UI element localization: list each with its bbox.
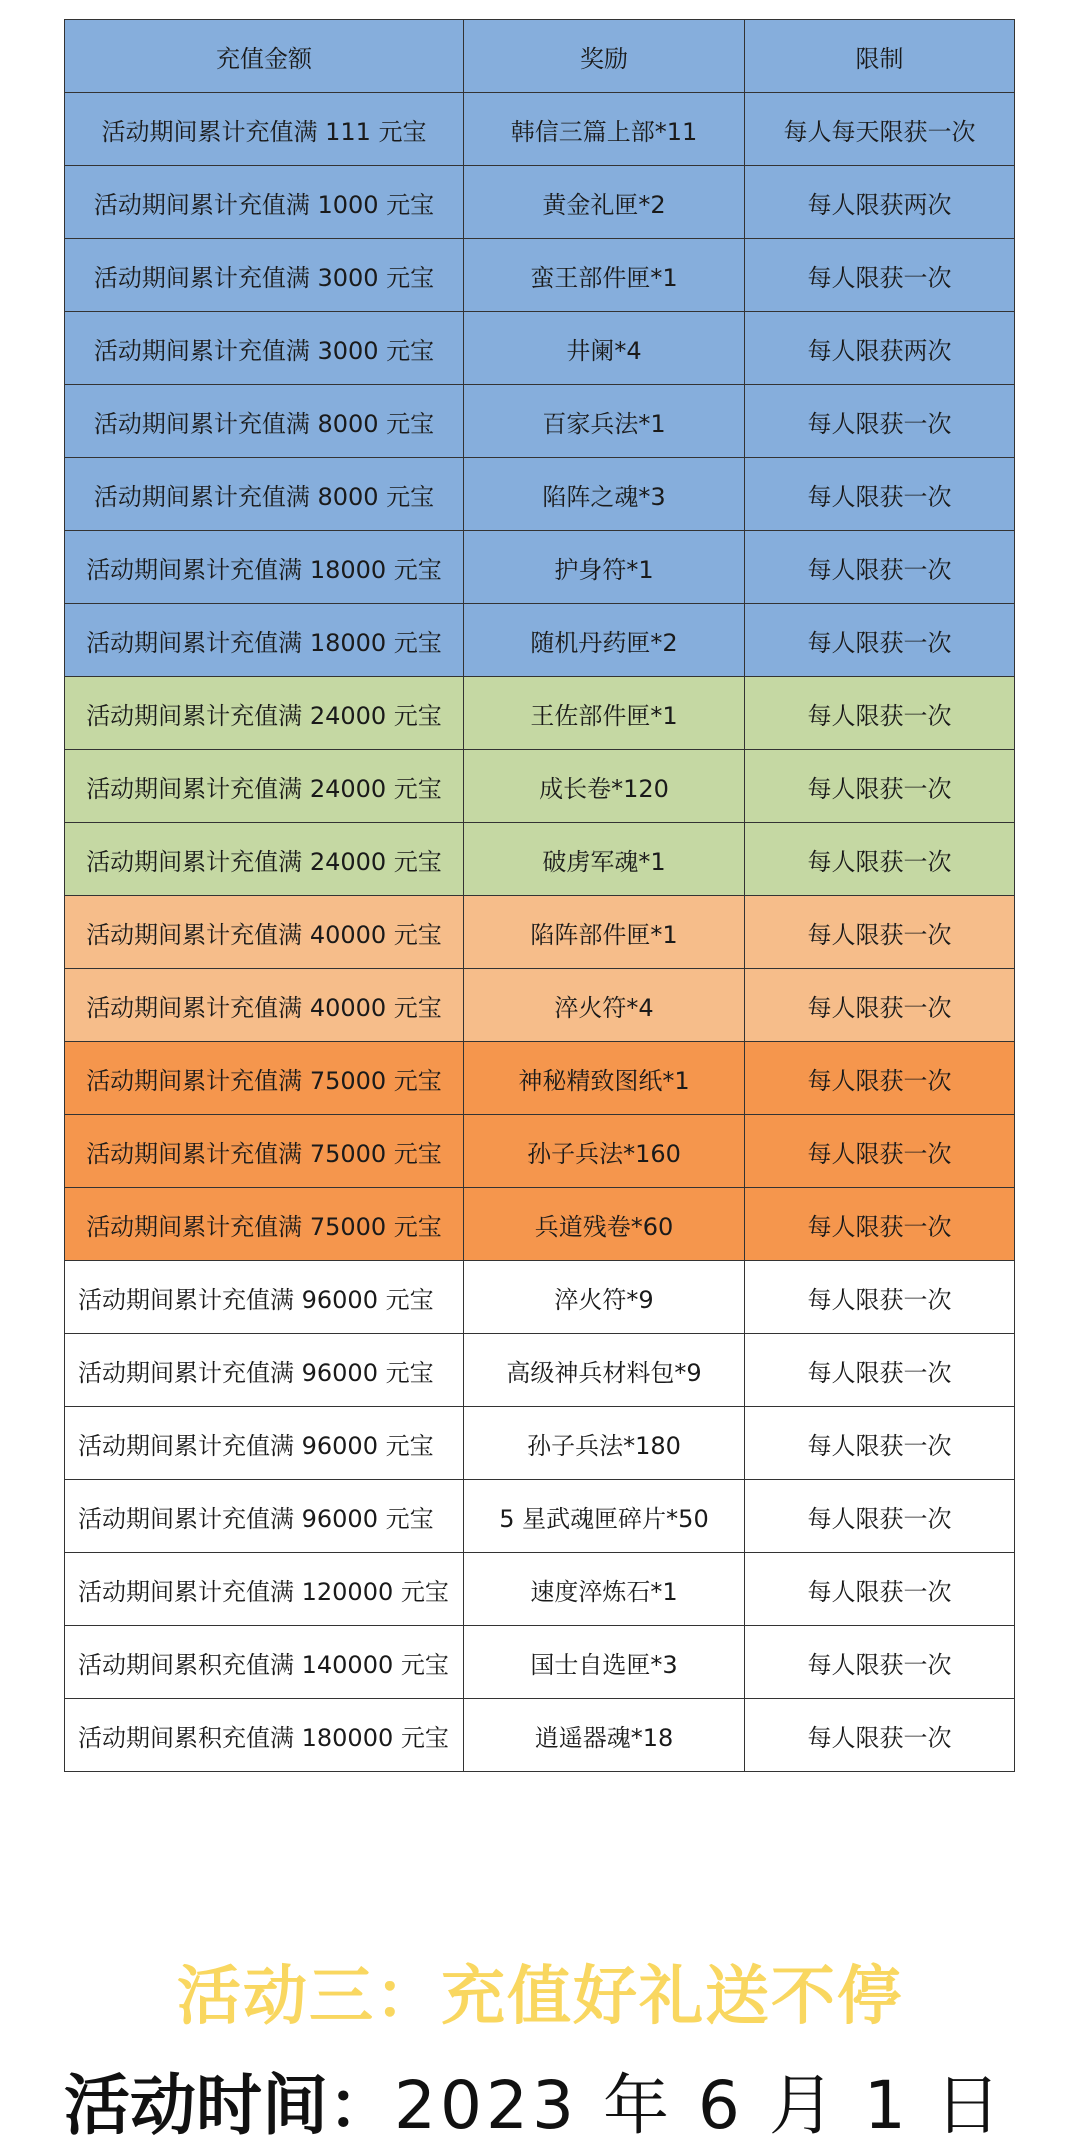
amount-cell: 活动期间累计充值满 75000 元宝 [65,1115,464,1188]
amount-cell: 活动期间累计充值满 120000 元宝 [65,1553,464,1626]
reward-cell: 5 星武魂匣碎片*50 [464,1480,745,1553]
amount-cell: 活动期间累计充值满 75000 元宝 [65,1042,464,1115]
amount-cell: 活动期间累计充值满 96000 元宝 [65,1334,464,1407]
amount-cell: 活动期间累积充值满 140000 元宝 [65,1626,464,1699]
header-limit: 限制 [745,20,1015,93]
limit-cell: 每人限获一次 [745,1626,1015,1699]
section-subtitle: 活动三：充值好礼送不停 [177,1960,903,2034]
header-amount: 充值金额 [65,20,464,93]
limit-cell: 每人限获一次 [745,677,1015,750]
reward-cell: 高级神兵材料包*9 [464,1334,745,1407]
reward-cell: 井阑*4 [464,312,745,385]
event-time-line [64,2052,1014,2147]
reward-cell: 淬火符*4 [464,969,745,1042]
reward-cell: 黄金礼匣*2 [464,166,745,239]
reward-cell: 随机丹药匣*2 [464,604,745,677]
table-row [65,1553,1015,1626]
reward-cell: 陷阵之魂*3 [464,458,745,531]
table-row [65,1261,1015,1334]
reward-cell: 孙子兵法*180 [464,1407,745,1480]
limit-cell: 每人限获一次 [745,1188,1015,1261]
reward-cell: 破虏军魂*1 [464,823,745,896]
amount-cell: 活动期间累积充值满 180000 元宝 [65,1699,464,1772]
amount-cell: 活动期间累计充值满 1000 元宝 [65,166,464,239]
reward-cell: 护身符*1 [464,531,745,604]
amount-cell: 活动期间累计充值满 18000 元宝 [65,531,464,604]
limit-cell: 每人限获一次 [745,458,1015,531]
table-row [65,677,1015,750]
table-row [65,385,1015,458]
amount-cell: 活动期间累计充值满 40000 元宝 [65,896,464,969]
limit-cell: 每人限获一次 [745,385,1015,458]
reward-cell: 陷阵部件匣*1 [464,896,745,969]
reward-cell: 国士自选匣*3 [464,1626,745,1699]
table-row [65,312,1015,385]
limit-cell: 每人限获一次 [745,531,1015,604]
reward-cell: 逍遥器魂*18 [464,1699,745,1772]
amount-cell: 活动期间累计充值满 111 元宝 [65,93,464,166]
event-time-label: 活动时间： [64,2067,394,2144]
reward-cell: 淬火符*9 [464,1261,745,1334]
amount-cell: 活动期间累计充值满 75000 元宝 [65,1188,464,1261]
amount-cell: 活动期间累计充值满 8000 元宝 [65,385,464,458]
limit-cell: 每人限获一次 [745,1553,1015,1626]
table-row [65,1334,1015,1407]
limit-cell: 每人限获一次 [745,239,1015,312]
table-row [65,1480,1015,1553]
table-row [65,1407,1015,1480]
table-row [65,531,1015,604]
event-time-value: 2023 年 6 月 1 日 [394,2067,1005,2144]
limit-cell: 每人限获一次 [745,1334,1015,1407]
amount-cell: 活动期间累计充值满 24000 元宝 [65,823,464,896]
reward-cell: 成长卷*120 [464,750,745,823]
reward-cell: 王佐部件匣*1 [464,677,745,750]
reward-cell: 速度淬炼石*1 [464,1553,745,1626]
table-row [65,604,1015,677]
limit-cell: 每人限获两次 [745,166,1015,239]
limit-cell: 每人限获一次 [745,1699,1015,1772]
table-row [65,93,1015,166]
limit-cell: 每人限获一次 [745,823,1015,896]
amount-cell: 活动期间累计充值满 96000 元宝 [65,1407,464,1480]
reward-cell: 孙子兵法*160 [464,1115,745,1188]
header-reward: 奖励 [464,20,745,93]
limit-cell: 每人限获一次 [745,1407,1015,1480]
amount-cell: 活动期间累计充值满 24000 元宝 [65,677,464,750]
amount-cell: 活动期间累计充值满 24000 元宝 [65,750,464,823]
reward-cell: 百家兵法*1 [464,385,745,458]
table-row [65,239,1015,312]
table-row [65,458,1015,531]
amount-cell: 活动期间累计充值满 18000 元宝 [65,604,464,677]
table-row [65,896,1015,969]
limit-cell: 每人限获两次 [745,312,1015,385]
reward-cell: 蛮王部件匣*1 [464,239,745,312]
table-row [65,1042,1015,1115]
table-row [65,1188,1015,1261]
table-row [65,166,1015,239]
table-header-row [65,20,1015,93]
limit-cell: 每人限获一次 [745,750,1015,823]
table-row [65,969,1015,1042]
amount-cell: 活动期间累计充值满 40000 元宝 [65,969,464,1042]
amount-cell: 活动期间累计充值满 8000 元宝 [65,458,464,531]
table-row [65,750,1015,823]
amount-cell: 活动期间累计充值满 3000 元宝 [65,312,464,385]
reward-cell: 兵道残卷*60 [464,1188,745,1261]
reward-table-container [64,19,1014,1772]
table-row [65,1699,1015,1772]
reward-cell: 韩信三篇上部*11 [464,93,745,166]
limit-cell: 每人限获一次 [745,969,1015,1042]
limit-cell: 每人限获一次 [745,1261,1015,1334]
recharge-reward-table [64,19,1015,1772]
table-row [65,1626,1015,1699]
reward-cell: 神秘精致图纸*1 [464,1042,745,1115]
limit-cell: 每人限获一次 [745,604,1015,677]
limit-cell: 每人限获一次 [745,1480,1015,1553]
table-row [65,823,1015,896]
table-body [65,93,1015,1772]
table-row [65,1115,1015,1188]
limit-cell: 每人每天限获一次 [745,93,1015,166]
limit-cell: 每人限获一次 [745,1115,1015,1188]
amount-cell: 活动期间累计充值满 3000 元宝 [65,239,464,312]
amount-cell: 活动期间累计充值满 96000 元宝 [65,1261,464,1334]
limit-cell: 每人限获一次 [745,1042,1015,1115]
limit-cell: 每人限获一次 [745,896,1015,969]
amount-cell: 活动期间累计充值满 96000 元宝 [65,1480,464,1553]
